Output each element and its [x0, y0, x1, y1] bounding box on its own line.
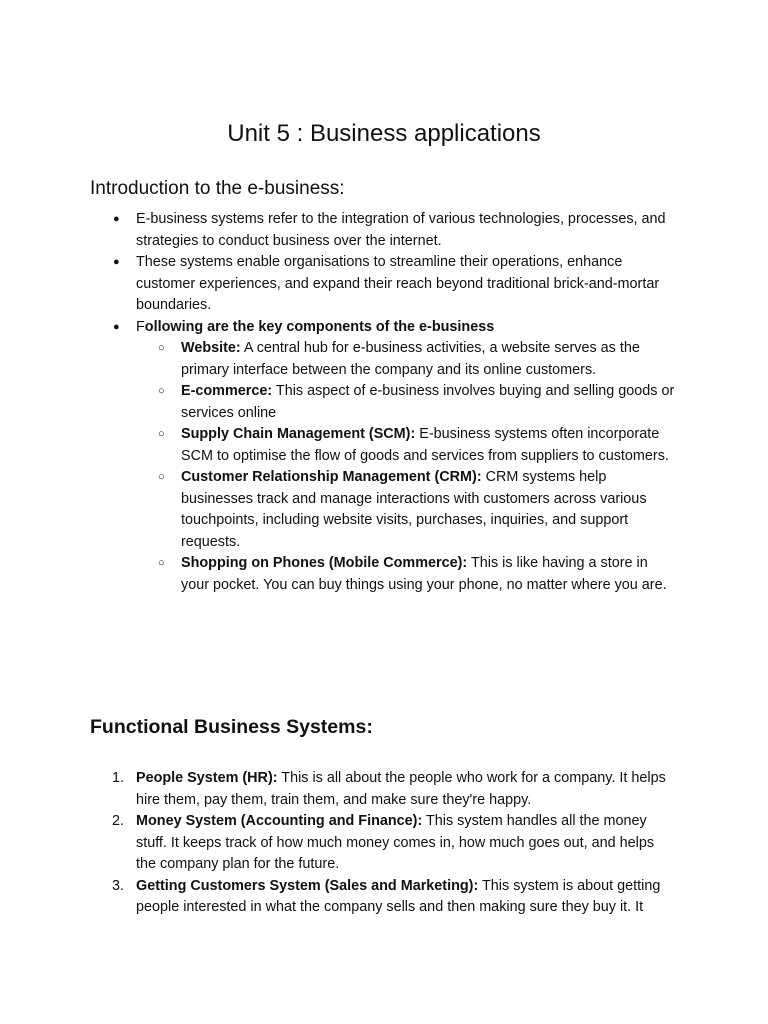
- list-number: 3.: [112, 877, 125, 894]
- list-number: 2.: [112, 813, 125, 829]
- component-item-website: [136, 338, 676, 381]
- bullet-text: These systems enable organisations to streamline their operations, enhance customer experiences, and expand their reach beyond traditional brick-and-mortar boundaries.: [136, 254, 660, 313]
- list-item: [0, 209, 676, 252]
- component-desc: CRM systems help businesses track and manage interactions with customers across various touchpoints, including website visits, purchases, inquiries, and support requests.: [181, 469, 647, 550]
- component-item-crm: [136, 467, 676, 553]
- circle-bullet-icon: ○: [158, 428, 165, 440]
- component-desc: A central hub for e-business activities, a website serves as the primary interface between the company and its online customers.: [181, 340, 640, 378]
- intro-bullet-list: [0, 209, 768, 596]
- list-item: [0, 317, 676, 597]
- circle-bullet-icon: ○: [158, 557, 165, 569]
- component-desc: E-business systems often incorporate SCM to optimise the flow of goods and services from suppliers to customers.: [181, 426, 669, 464]
- circle-bullet-icon: ○: [158, 342, 165, 354]
- circle-bullet-icon: ○: [158, 471, 165, 483]
- list-number: 1.: [112, 770, 125, 786]
- system-term: Money System (Accounting and Finance):: [136, 813, 423, 829]
- component-term: Supply Chain Management (SCM):: [181, 426, 416, 442]
- system-desc: This system is about getting people interested in what the company sells and then making sure they buy it. It: [136, 877, 661, 915]
- page-title: Unit 5 : Business applications: [227, 120, 541, 147]
- intro-heading: Introduction to the e-business:: [90, 178, 345, 199]
- component-term: Customer Relationship Management (CRM):: [181, 469, 482, 485]
- component-item-ecommerce: [136, 381, 676, 424]
- bullet-icon: ●: [113, 256, 120, 268]
- list-item: [0, 876, 676, 919]
- system-term: Getting Customers System (Sales and Marketing):: [136, 877, 479, 894]
- system-desc: This is all about the people who work for a company. It helps hire them, pay them, train them, and make sure they're happy.: [136, 770, 666, 808]
- component-term: Website:: [181, 340, 241, 356]
- component-desc: This aspect of e-business involves buying and selling goods or services online: [181, 383, 675, 421]
- component-term: Shopping on Phones (Mobile Commerce):: [181, 555, 468, 571]
- list-item: [0, 252, 676, 317]
- component-item-scm: [136, 424, 676, 467]
- component-item-mobile-commerce: [136, 553, 676, 596]
- bullet-text: E-business systems refer to the integration of various technologies, processes, and strategies to conduct business over the internet.: [136, 211, 666, 249]
- system-term: People System (HR):: [136, 770, 278, 786]
- circle-bullet-icon: ○: [158, 385, 165, 397]
- bullet-icon: ●: [113, 213, 120, 225]
- list-item: [0, 811, 676, 876]
- component-desc: This is like having a store in your pocket. You can buy things using your phone, no matter where you are.: [181, 555, 667, 593]
- components-list: [136, 338, 676, 596]
- list-item: [0, 768, 676, 811]
- functional-heading: Functional Business Systems:: [90, 716, 373, 738]
- functional-systems-list: [0, 768, 768, 919]
- bullet-icon: ●: [113, 320, 120, 333]
- component-term: E-commerce:: [181, 383, 273, 399]
- bullet-text-bold: ollowing are the key components of the e-business: [144, 318, 495, 335]
- bullet-text-lead: F: [136, 318, 145, 335]
- system-desc: This system handles all the money stuff. It keeps track of how much money comes in, how much goes out, and helps the company plan for the future.: [136, 813, 655, 872]
